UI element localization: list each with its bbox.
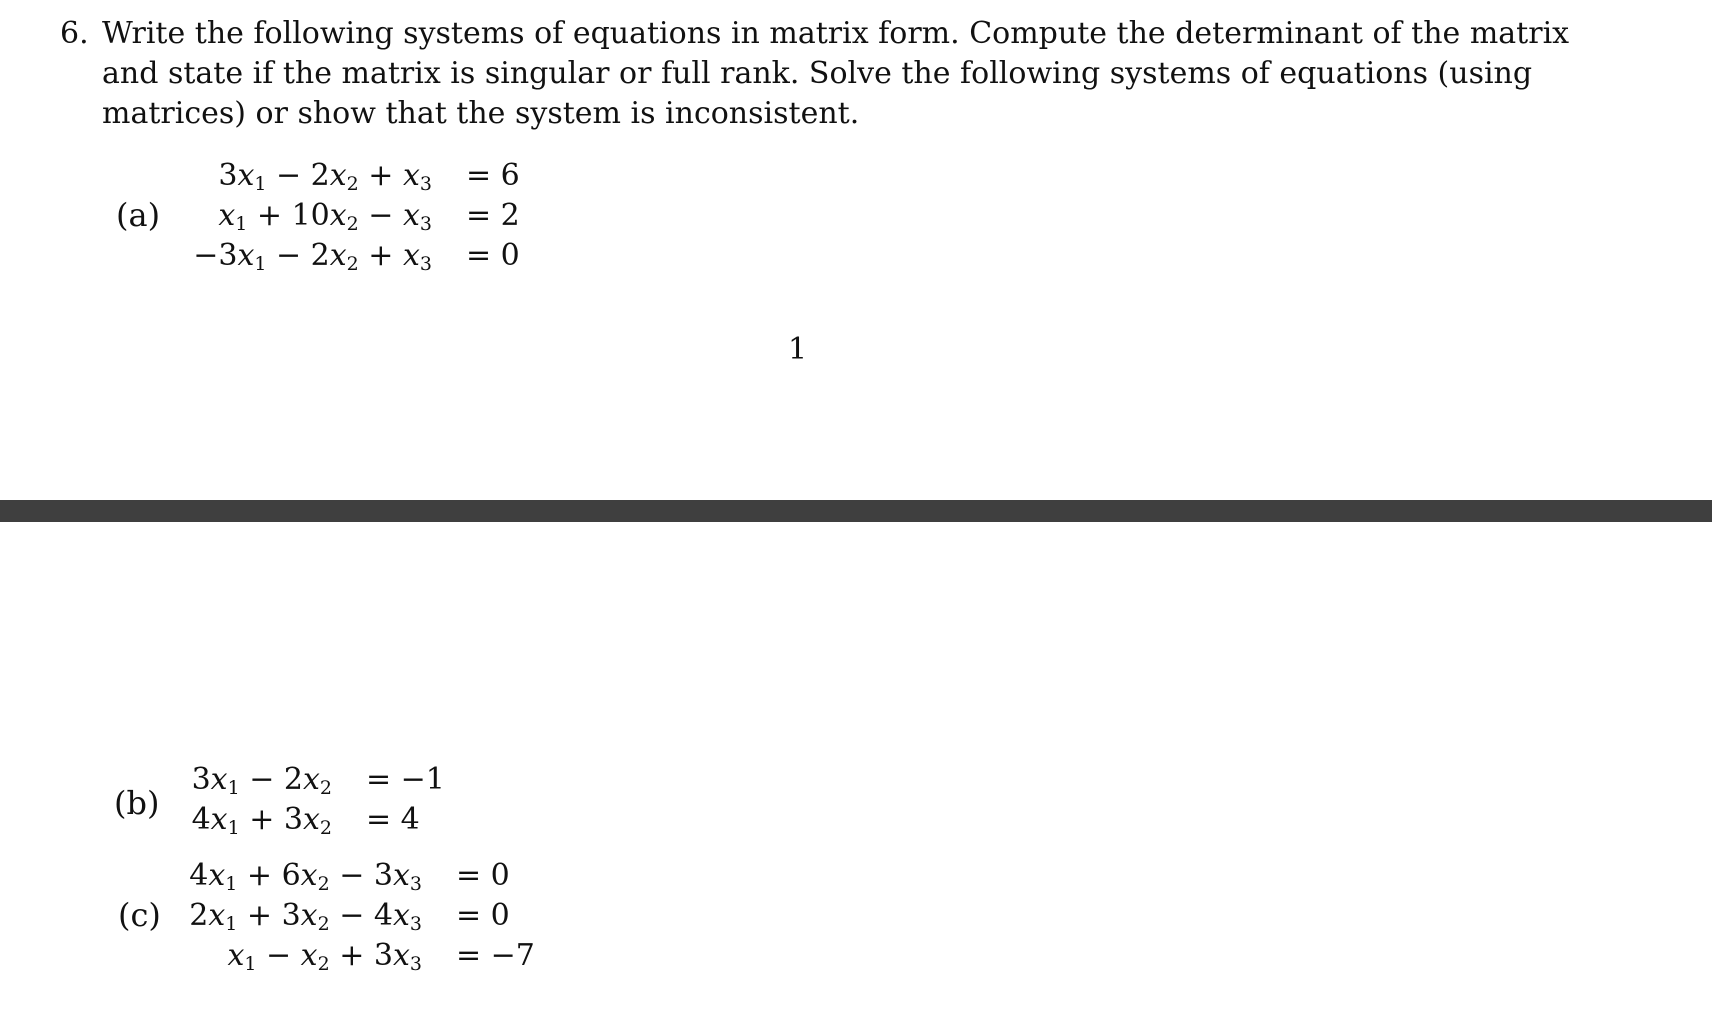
part-c-eq2-lhs: $2x_1 + 3x_2 - 4x_3$ [189,898,422,935]
part-a-eq3-rhs: = 0 [466,238,520,273]
part-a-label: (a) [116,196,161,234]
part-c-label: (c) [118,896,161,934]
page-number: 1 [788,332,808,367]
part-c-eq1-lhs: $4x_1 + 6x_2 - 3x_3$ [189,858,422,895]
part-a-eq1-lhs: $3x_1 - 2x_2 + x_3$ [218,158,432,195]
part-a-eq2-rhs: = 2 [466,198,520,233]
part-a-eq1-rhs: = 6 [466,158,520,193]
part-a-eq2-lhs: $x_1 + 10x_2 - x_3$ [218,198,432,235]
problem-number: 6. [60,16,89,51]
part-b-eq1-lhs: $3x_1 - 2x_2$ [191,762,332,799]
part-b-eq2-rhs: = 4 [366,802,420,837]
problem-statement [60,14,1580,134]
part-c-eq3-rhs: = −7 [456,938,535,973]
part-a-eq3-lhs: $-3x_1 - 2x_2 + x_3$ [193,238,432,275]
part-c-eq1-rhs: = 0 [456,858,510,893]
problem-text: Write the following systems of equations in matrix form. Compute the determinant of the matrix and state if the matrix is singular or full rank. Solve the following systems of equations (using matrices) or show that the system is inconsistent. [102,16,1570,131]
part-c-eq3-lhs: $x_1 - x_2 + 3x_3$ [227,938,422,975]
part-c-eq2-rhs: = 0 [456,898,510,933]
part-b-eq2-lhs: $4x_1 + 3x_2$ [191,802,332,839]
part-b-label: (b) [114,784,160,822]
part-b-eq1-rhs: = −1 [366,762,445,797]
page-divider [0,500,1712,522]
